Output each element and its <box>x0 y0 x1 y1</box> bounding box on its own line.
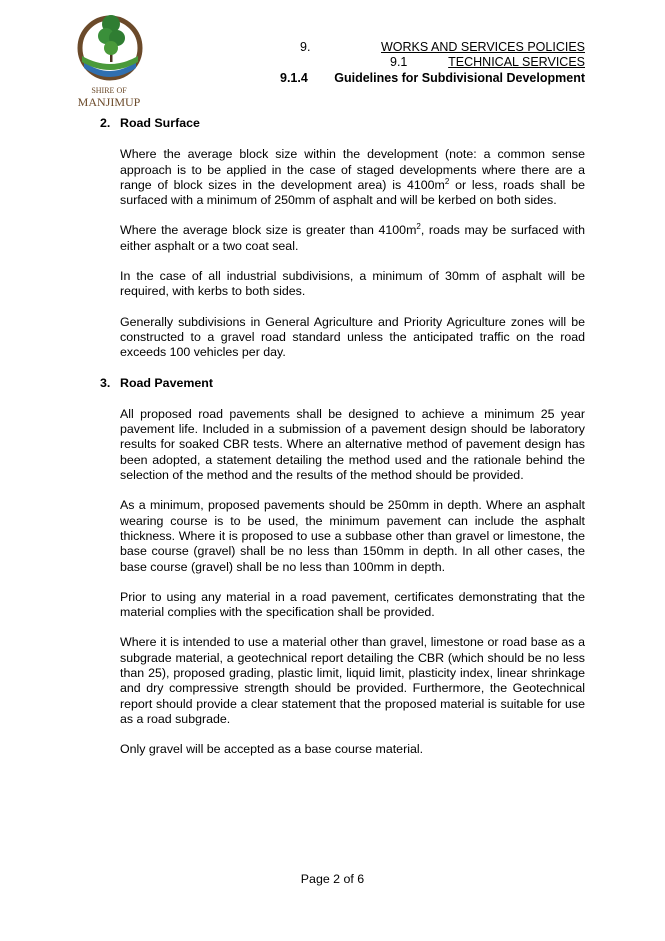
paragraph <box>120 407 585 483</box>
header-section-title: WORKS AND SERVICES POLICIES <box>381 40 585 54</box>
paragraph-text: Where it is intended to use a material other than gravel, limestone or road base as a subgrade material, a geotechnical report detailing the CBR (which should be no less than 25), proposed grading, plastic limit, liquid limit, plasticity index, linear shrinkage and dry compressive strength should be provided. Furthermore, the Geotechnical report should provide a clear statement that the proposed material is suitable for use as a road subgrade. <box>120 635 585 726</box>
paragraph <box>120 590 585 621</box>
header-section-number: 9. <box>300 40 311 54</box>
superscript: 2 <box>416 222 421 232</box>
paragraph-text: As a minimum, proposed pavements should be 250mm in depth. Where an asphalt wearing course is to be used, the minimum pavement can include the asphalt thickness. Where it is proposed to use a subbase other than gravel or limestone, the base course (gravel) shall be no less than 150mm in depth. In all other cases, the base course (gravel) shall be no less than 100mm in depth. <box>120 498 585 574</box>
paragraph-text: Generally subdivisions in General Agriculture and Priority Agriculture zones will be constructed to a gravel road standard unless the anticipated traffic on the road exceeds 100 vehicles per day. <box>120 314 585 360</box>
header-subsubsection <box>280 71 585 87</box>
logo-line2: MANJIMUP <box>77 95 141 109</box>
section-title: Road Pavement <box>120 375 213 390</box>
section-number: 2. <box>100 116 111 130</box>
paragraph-text: Prior to using any material in a road pavement, certificates demonstrating that the material complies with the specification shall be provided. <box>120 589 585 620</box>
paragraph <box>120 315 585 361</box>
header-section <box>300 40 585 56</box>
paragraph <box>120 269 585 300</box>
section-heading <box>100 376 585 391</box>
paragraph <box>120 147 585 208</box>
paragraph <box>120 742 585 757</box>
section <box>100 376 585 758</box>
logo-line1: SHIRE OF <box>91 86 127 95</box>
paragraph <box>120 223 585 254</box>
paragraph <box>120 498 585 574</box>
document-body <box>100 116 585 773</box>
section-heading <box>100 116 585 131</box>
section <box>100 116 585 361</box>
shire-of-manjimup-logo <box>70 10 148 110</box>
paragraph-text: Where the average block size is greater than 4100m <box>120 223 417 238</box>
paragraph-text: , roads may be surfaced with either asphalt or a two coat seal. <box>120 223 585 253</box>
paragraph-text: All proposed road pavements shall be designed to achieve a minimum 25 year pavement life. Included in a submission of a pavement design should be laboratory results for soaked CBR tests. Where an alternative method of pavement design has been adopted, a statement detailing the method used and the rationale behind the selection of the method and the results of the method should be provided. <box>120 406 585 483</box>
section-title: Road Surface <box>120 116 200 130</box>
paragraph-text: Only gravel will be accepted as a base course material. <box>120 742 424 757</box>
header-subsubsection-title: Guidelines for Subdivisional Development <box>334 71 585 85</box>
section-number: 3. <box>100 375 111 390</box>
paragraph-text: or less, roads shall be surfaced with a minimum of 250mm of asphalt and will be kerbed on both sides. <box>120 177 586 208</box>
paragraph-text: Where the average block size within the development (note: a common sense approach is to be applied in the case of staged developments where there are a range of block sizes in the development area) is 4100m <box>120 147 585 192</box>
header-subsection-title: TECHNICAL SERVICES <box>448 55 585 69</box>
paragraph <box>120 635 585 727</box>
page-number: Page 2 of 6 <box>300 872 365 886</box>
header-subsubsection-number: 9.1.4 <box>280 71 308 85</box>
superscript: 2 <box>444 176 450 186</box>
header-subsection-number: 9.1 <box>390 55 408 69</box>
paragraph-text: In the case of all industrial subdivisions, a minimum of 30mm of asphalt will be required, with kerbs to both sides. <box>120 269 585 299</box>
header-subsection <box>390 55 585 71</box>
